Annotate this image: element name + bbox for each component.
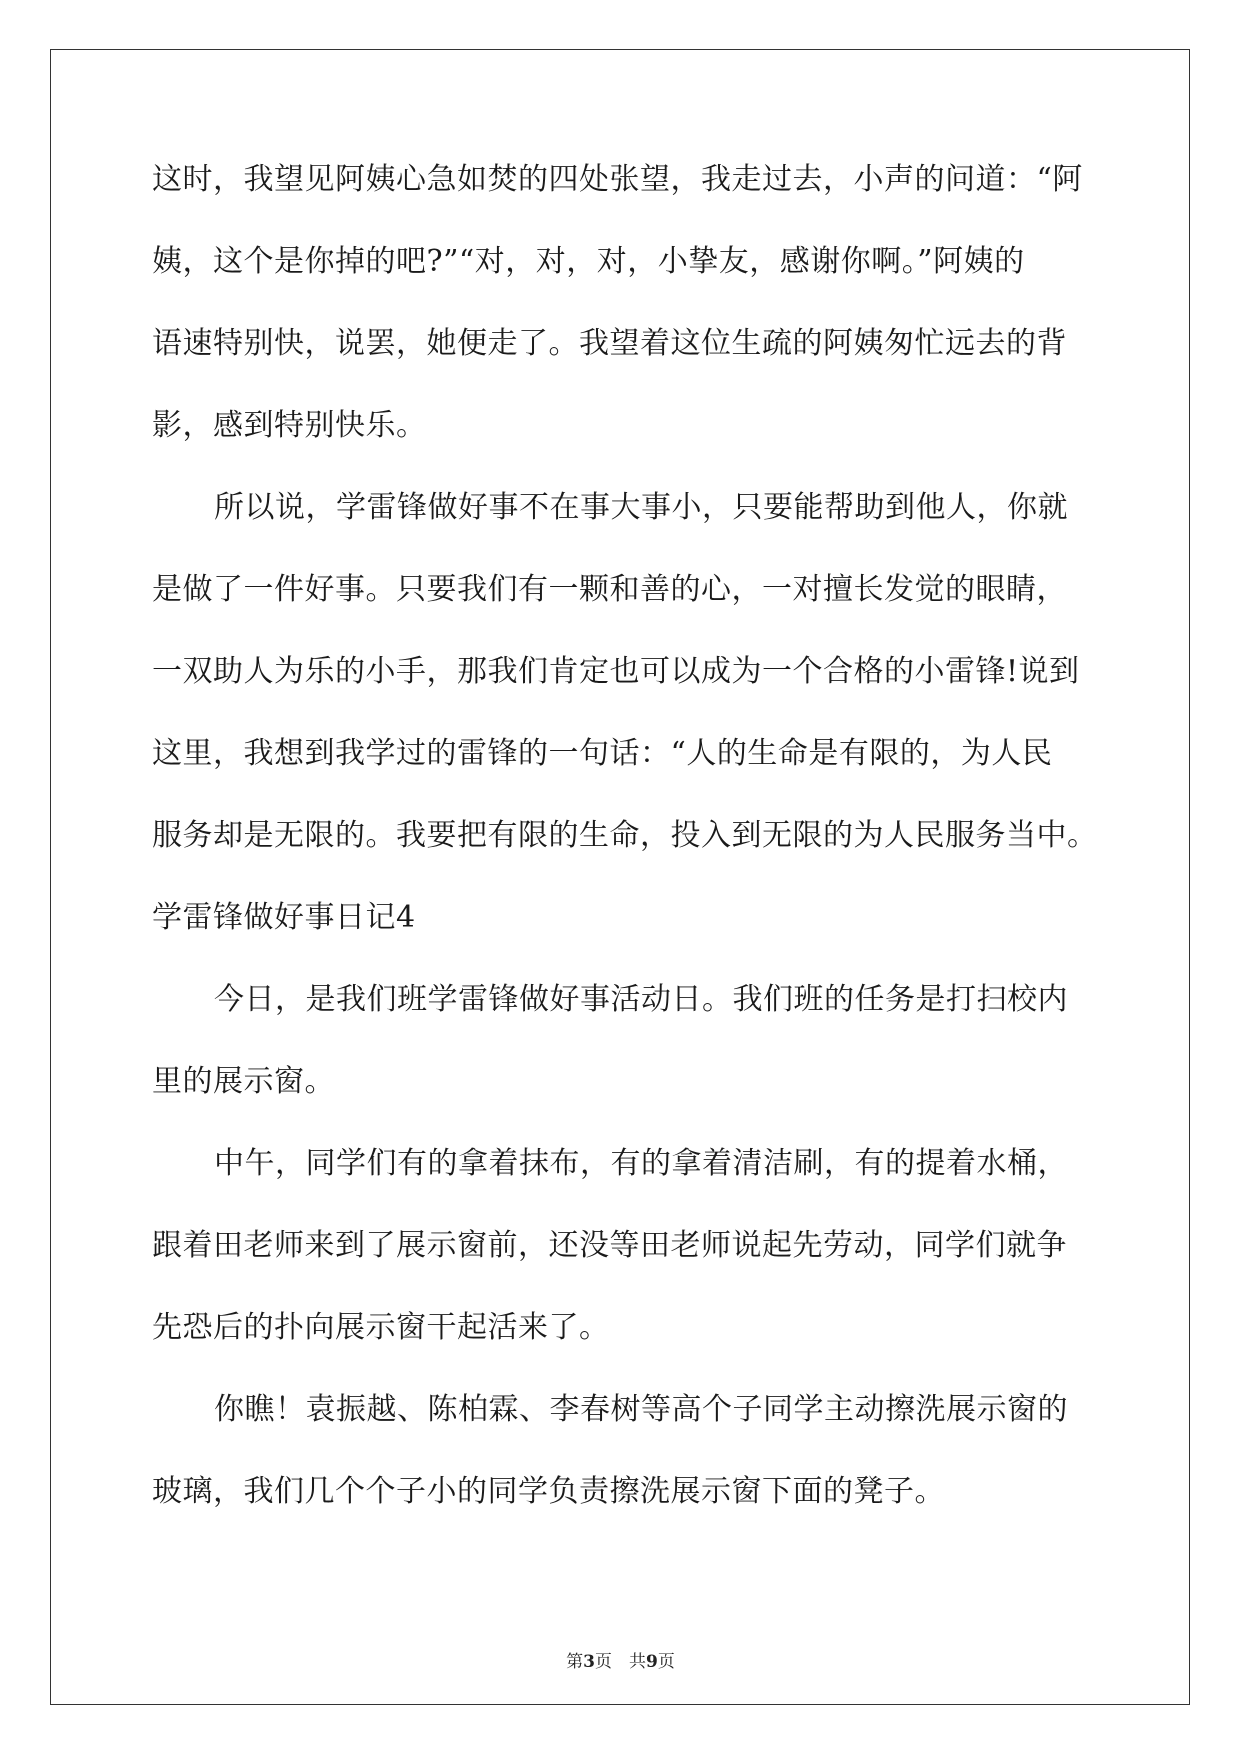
text-line: 影，感到特别快乐。 — [152, 408, 427, 443]
paragraph-start-line: 你瞧！袁振越、陈柏霖、李春树等高个子同学主动擦洗展示窗的 — [214, 1392, 1068, 1427]
footer-suffix: 页 — [657, 1652, 675, 1672]
text-line: 是做了一件好事。只要我们有一颗和善的心，一对擅长发觉的眼睛， — [152, 572, 1067, 607]
section-heading: 学雷锋做好事日记4 — [152, 900, 416, 935]
paragraph-start-line: 所以说，学雷锋做好事不在事大事小，只要能帮助到他人，你就 — [214, 490, 1068, 525]
footer-prefix: 第 — [566, 1652, 584, 1672]
current-page-number: 3 — [583, 1652, 595, 1672]
total-page-count: 9 — [646, 1652, 658, 1672]
text-line: 跟着田老师来到了展示窗前，还没等田老师说起先劳动，同学们就争 — [152, 1228, 1067, 1263]
text-line: 姨，这个是你掉的吧?”“对，对，对，小挚友，感谢你啊。”阿姨的 — [152, 244, 1025, 279]
paragraph-start-line: 中午，同学们有的拿着抹布，有的拿着清洁刷，有的提着水桶， — [214, 1146, 1068, 1181]
text-line: 玻璃，我们几个个子小的同学负责擦洗展示窗下面的凳子。 — [152, 1474, 945, 1509]
text-line: 服务却是无限的。我要把有限的生命，投入到无限的为人民服务当中。 — [152, 818, 1098, 853]
text-line: 这时，我望见阿姨心急如焚的四处张望，我走过去，小声的问道：“阿 — [152, 162, 1083, 197]
document-body — [152, 160, 1098, 1554]
footer-mid: 页 共 — [595, 1652, 646, 1672]
text-line: 一双助人为乐的小手，那我们肯定也可以成为一个合格的小雷锋!说到 — [152, 654, 1080, 689]
paragraph-start-line: 今日，是我们班学雷锋做好事活动日。我们班的任务是打扫校内 — [214, 982, 1068, 1017]
text-line: 先恐后的扑向展示窗干起活来了。 — [152, 1310, 610, 1345]
text-line: 语速特别快，说罢，她便走了。我望着这位生疏的阿姨匆忙远去的背 — [152, 326, 1067, 361]
page-footer — [0, 1650, 1241, 1674]
text-line: 这里，我想到我学过的雷锋的一句话：“人的生命是有限的，为人民 — [152, 736, 1053, 771]
text-line: 里的展示窗。 — [152, 1064, 335, 1099]
